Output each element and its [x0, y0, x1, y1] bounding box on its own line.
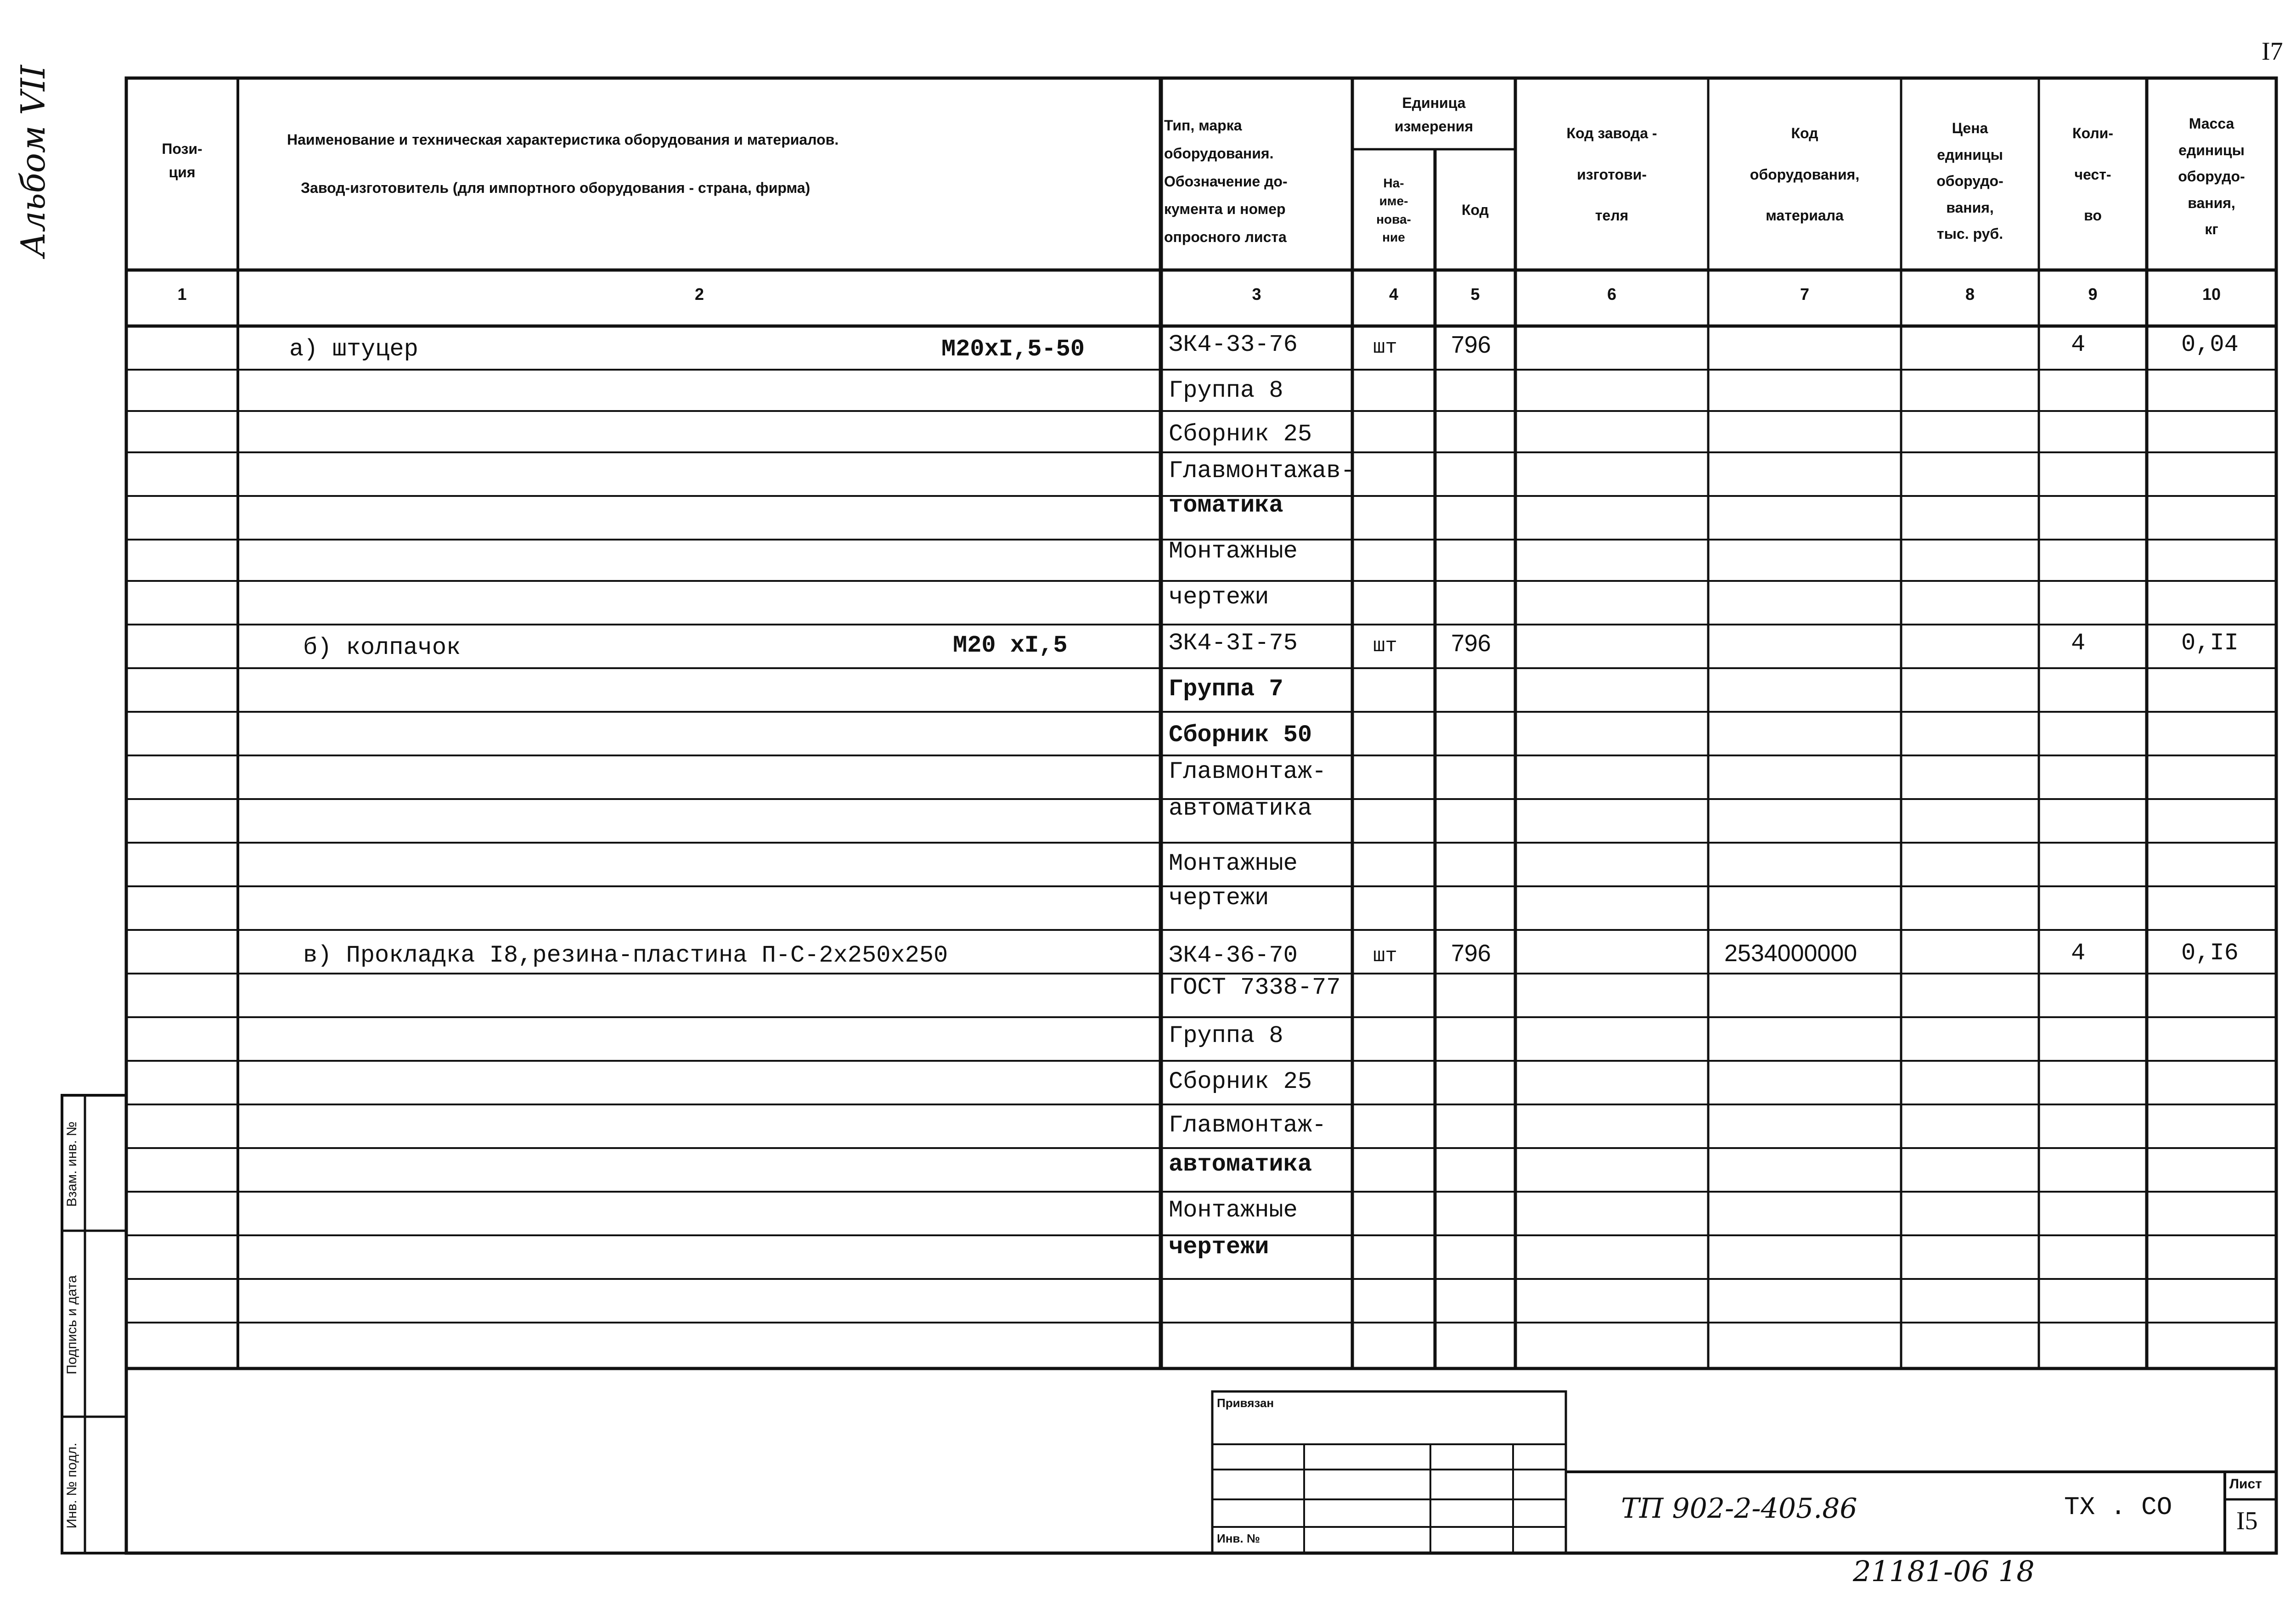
- item-doc-line: ЗК4-36-70: [1169, 942, 1298, 969]
- item-doc-line: автоматика: [1169, 795, 1312, 822]
- column-number: 1: [177, 285, 187, 304]
- stamp-title: Привязан: [1217, 1396, 1274, 1410]
- item-doc-line: чертежи: [1169, 884, 1269, 912]
- header-unit-name: На- име- нова- ние: [1376, 176, 1411, 244]
- album-label: Альбом VII: [14, 65, 52, 257]
- footer-number: 21181-06 18: [1853, 1554, 2035, 1588]
- header-name-line2: Завод-изготовитель (для импортного оборудования - страна, фирма): [301, 180, 810, 196]
- column-number: 5: [1470, 285, 1480, 304]
- item-doc-line: Главмонтажав-: [1169, 457, 1355, 484]
- item-unit: шт: [1373, 336, 1397, 359]
- item-unit-code: 796: [1451, 332, 1491, 358]
- header-plant-code: Код завода - изготови- теля: [1566, 125, 1657, 224]
- sheet-number: I5: [2236, 1507, 2258, 1535]
- column-number: 8: [1965, 285, 1975, 304]
- item-quantity: 4: [2071, 331, 2086, 358]
- document-code: ТП 902-2-405.86: [1621, 1492, 1857, 1525]
- header-unit-group: Единица измерения: [1394, 94, 1474, 135]
- item-doc-line: ЗК4-3I-75: [1169, 630, 1298, 657]
- header-name-line1: Наименование и техническая характеристика оборудования и материалов.: [287, 131, 839, 148]
- item-unit: шт: [1373, 635, 1397, 658]
- side-label-signature-date: Подпись и дата: [64, 1275, 79, 1374]
- item-doc-line: чертежи: [1169, 584, 1269, 611]
- item-spec: М20хI,5-50: [941, 336, 1085, 363]
- item-mass: 0,04: [2181, 331, 2239, 358]
- item-doc-line: Монтажные: [1169, 850, 1298, 877]
- item-doc-line: Сборник 50: [1169, 721, 1312, 749]
- item-spec: М20 хI,5: [953, 632, 1068, 659]
- item-name: б) колпачок: [303, 634, 461, 661]
- column-number: 9: [2088, 285, 2098, 304]
- item-doc-line: Монтажные: [1169, 538, 1298, 565]
- header-position: Пози- ция: [162, 140, 203, 180]
- item-doc-line: автоматика: [1169, 1151, 1312, 1178]
- item-doc-line: Группа 7: [1169, 676, 1283, 703]
- column-number: 6: [1607, 285, 1617, 304]
- item-mass: 0,II: [2181, 630, 2239, 657]
- page-number: I7: [2262, 37, 2283, 66]
- sheet-label: Лист: [2229, 1476, 2262, 1492]
- item-doc-line: томатика: [1169, 492, 1283, 519]
- column-number: 7: [1800, 285, 1810, 304]
- item-doc-line: Главмонтаж-: [1169, 758, 1327, 785]
- item-doc-line: Главмонтаж-: [1169, 1112, 1327, 1139]
- column-number: 10: [2202, 285, 2221, 304]
- item-doc-line: чертежи: [1169, 1233, 1269, 1261]
- side-label-replacement-inventory: Взам. инв. №: [64, 1121, 79, 1207]
- column-number: 2: [694, 285, 704, 304]
- header-price: Цена единицы оборудо- вания, тыс. руб.: [1936, 120, 2003, 242]
- header-mass: Масса единицы оборудо- вания, кг: [2178, 115, 2245, 238]
- item-unit-code: 796: [1451, 630, 1491, 657]
- header-quantity: Коли- чест- во: [2072, 125, 2113, 224]
- column-number: 3: [1252, 285, 1261, 304]
- item-mass: 0,I6: [2181, 940, 2239, 967]
- side-label-original-inventory: Инв. № подл.: [64, 1442, 79, 1529]
- column-number: 4: [1389, 285, 1399, 304]
- item-doc-line: Группа 8: [1169, 1022, 1283, 1049]
- header-type-doc: Тип, марка оборудования. Обозначение до- кумента и номер опросного листа: [1164, 117, 1288, 246]
- item-doc-line: Группа 8: [1169, 377, 1283, 404]
- item-unit-code: 796: [1451, 940, 1491, 967]
- header-unit-code: Код: [1462, 201, 1489, 218]
- item-doc-line: ЗК4-33-76: [1169, 331, 1298, 358]
- item-unit: шт: [1373, 945, 1397, 968]
- item-doc-line: ГОСТ 7338-77: [1169, 974, 1341, 1001]
- stamp-inv-label: Инв. №: [1217, 1532, 1260, 1545]
- header-equipment-code: Код оборудования, материала: [1750, 125, 1860, 224]
- item-equipment-code: 2534000000: [1724, 940, 1857, 967]
- item-quantity: 4: [2071, 940, 2086, 967]
- item-doc-line: Монтажные: [1169, 1197, 1298, 1224]
- item-name: в) Прокладка I8,резина-пластина П-С-2х250х250: [303, 942, 948, 969]
- item-doc-line: Сборник 25: [1169, 421, 1312, 448]
- document-suffix: ТХ . СО: [2064, 1492, 2172, 1522]
- item-name: а) штуцер: [289, 336, 418, 363]
- item-quantity: 4: [2071, 630, 2086, 657]
- item-doc-line: Сборник 25: [1169, 1068, 1312, 1095]
